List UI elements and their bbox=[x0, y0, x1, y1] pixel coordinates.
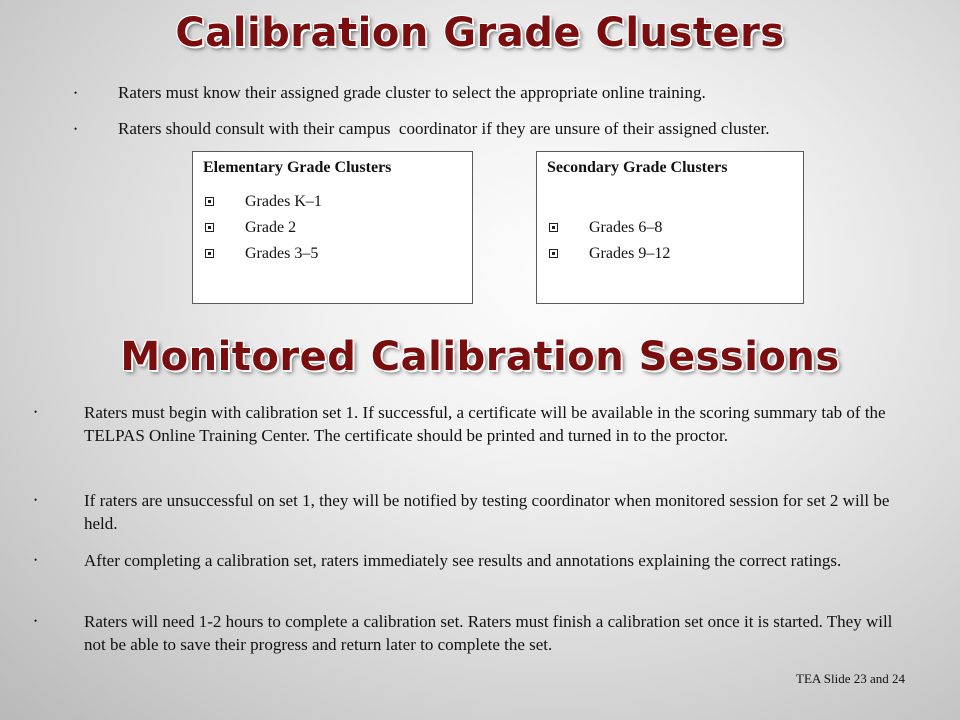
secondary-clusters-heading: Secondary Grade Clusters bbox=[547, 159, 728, 176]
bottom-bullet-3 bbox=[34, 549, 908, 572]
elementary-clusters-box bbox=[192, 151, 473, 304]
list-item-label: Grades 6–8 bbox=[589, 219, 663, 236]
list-item-label: Grades 9–12 bbox=[589, 245, 671, 262]
bullet-dot: • bbox=[74, 88, 78, 98]
list-item-label: Grades 3–5 bbox=[245, 245, 319, 262]
title-monitored-calibration-sessions: Monitored Calibration Sessions bbox=[120, 334, 840, 380]
bottom-bullet-1-text: Raters must begin with calibration set 1. If successful, a certificate will be available in the scoring summary tab of the TELPAS Online Training Center. The certificate should be printed and turned in to the proctor. bbox=[84, 403, 886, 445]
bullet-dot: • bbox=[74, 124, 78, 134]
checkbox-bullet-icon bbox=[549, 223, 558, 232]
secondary-clusters-box bbox=[536, 151, 804, 304]
bottom-bullet-4-text: Raters will need 1-2 hours to complete a calibration set. Raters must finish a calibration set once it is started. They will not be able to save their progress and return later to complete the set. bbox=[84, 612, 893, 654]
bullet-dot: • bbox=[34, 407, 38, 417]
top-bullet-2 bbox=[74, 119, 770, 139]
bottom-bullet-4 bbox=[34, 610, 908, 656]
bottom-bullet-3-text: After completing a calibration set, raters immediately see results and annotations explaining the correct ratings. bbox=[84, 551, 842, 570]
bottom-bullet-1 bbox=[34, 401, 908, 447]
top-bullet-2-text: Raters should consult with their campus coordinator if they are unsure of their assigned cluster. bbox=[118, 119, 770, 138]
bottom-bullet-2-text: If raters are unsuccessful on set 1, they will be notified by testing coordinator when monitored session for set 2 will be held. bbox=[84, 491, 890, 533]
elementary-clusters-heading: Elementary Grade Clusters bbox=[203, 159, 392, 176]
slide-footer-reference: TEA Slide 23 and 24 bbox=[796, 671, 906, 686]
bottom-bullet-2 bbox=[34, 489, 908, 535]
top-bullet-1 bbox=[74, 83, 706, 103]
bullet-dot: • bbox=[34, 555, 38, 565]
title-calibration-grade-clusters: Calibration Grade Clusters bbox=[175, 10, 785, 56]
checkbox-bullet-icon bbox=[205, 197, 214, 206]
checkbox-bullet-icon bbox=[205, 249, 214, 258]
bullet-dot: • bbox=[34, 495, 38, 505]
checkbox-bullet-icon bbox=[549, 249, 558, 258]
list-item-label: Grade 2 bbox=[245, 219, 297, 236]
top-bullet-1-text: Raters must know their assigned grade cluster to select the appropriate online training. bbox=[118, 83, 706, 102]
bullet-dot: • bbox=[34, 616, 38, 626]
list-item-label: Grades K–1 bbox=[245, 193, 322, 210]
checkbox-bullet-icon bbox=[205, 223, 214, 232]
